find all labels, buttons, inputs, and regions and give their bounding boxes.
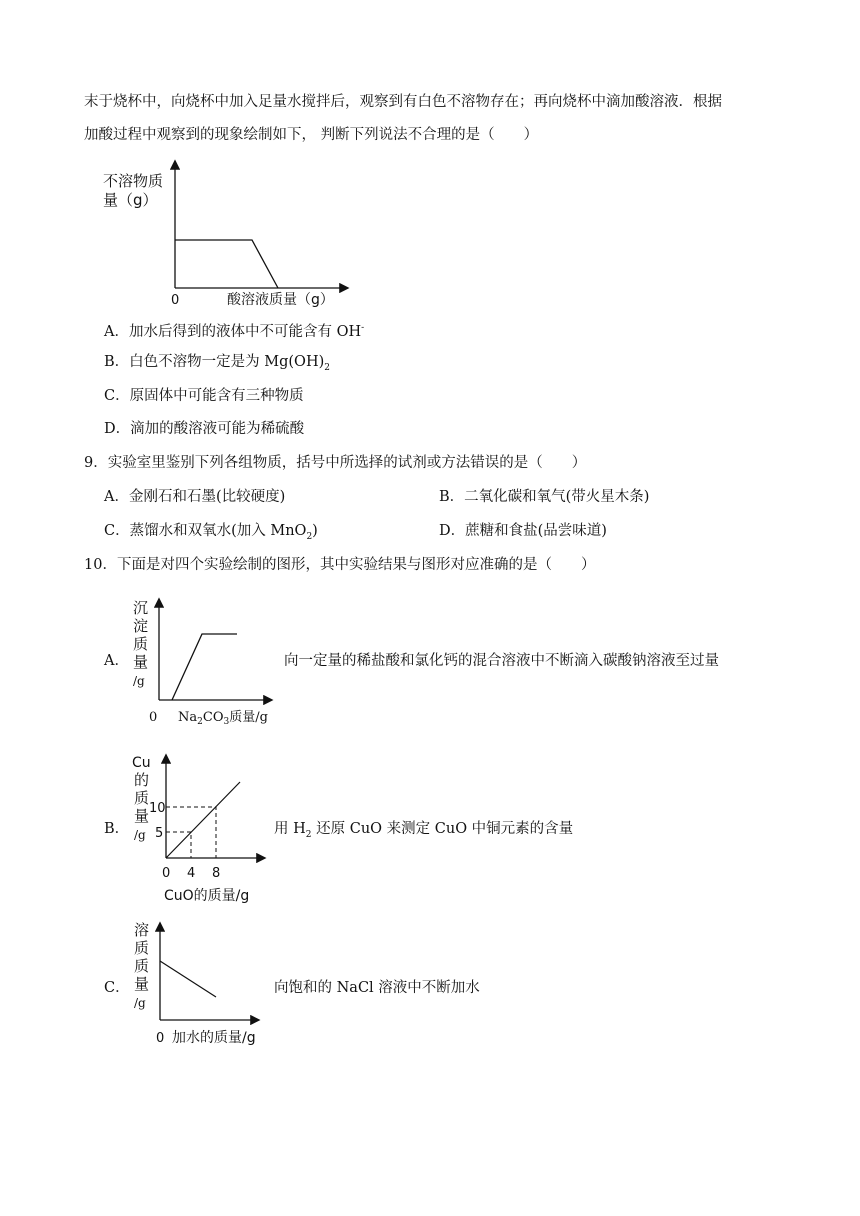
q10b-xtick-4: 4 xyxy=(187,866,196,881)
q10-option-a-desc: 向一定量的稀盐酸和氯化钙的混合溶液中不断滴入碳酸钠溶液至过量 xyxy=(284,653,719,669)
q10b-ylabel-4: 量 xyxy=(134,807,150,825)
q10b-desc-pre: 用 H xyxy=(274,821,306,837)
solute-mass-line xyxy=(160,961,216,997)
q8-option-a-text: 加水后得到的液体中不可能含有 OH xyxy=(128,323,362,340)
q8-option-c-text: 原固体中可能含有三种物质 xyxy=(129,388,304,404)
intro-line-1: 末于烧杯中，向烧杯中加入足量水搅拌后，观察到有白色不溶物存在；再向烧杯中滴加酸溶液．根据 xyxy=(84,94,722,110)
q10a-ylabel-2: 淀 xyxy=(133,617,149,635)
q10-stem: 10．下面是对四个实验绘制的图形，其中实验结果与图形对应准确的是（ ） xyxy=(84,557,596,573)
q10a-ylabel-3: 质 xyxy=(133,635,149,653)
q10b-ylabel-5: /g xyxy=(134,828,146,842)
graph1-ylabel-1: 不溶物质 xyxy=(103,172,164,190)
q10a-ylabel-5: /g xyxy=(133,674,145,688)
q9-option-c-sub: 2 xyxy=(306,531,313,542)
q8-option-d xyxy=(104,419,304,439)
q10c-ylabel-3: 质 xyxy=(134,957,150,975)
q10b-ylabel-1: Cu xyxy=(132,755,151,771)
q8-option-c xyxy=(104,386,304,406)
q10b-xtick-8: 8 xyxy=(212,866,221,881)
precipitate-curve xyxy=(172,634,237,700)
q8-option-b-sub: 2 xyxy=(324,362,330,373)
q10b-desc-post: 还原 CuO 来测定 CuO 中铜元素的含量 xyxy=(311,821,574,837)
q8-option-a xyxy=(104,318,364,342)
q10-option-c-desc: 向饱和的 NaCl 溶液中不断加水 xyxy=(274,980,480,996)
q8-option-b-letter: B． xyxy=(104,354,130,370)
q10b-ylabel-2: 的 xyxy=(134,771,150,789)
q10c-ylabel-4: 量 xyxy=(134,975,150,993)
q10-option-a-letter: A． xyxy=(104,653,129,669)
copper-mass-line xyxy=(166,782,240,858)
q10b-xtick-0: 0 xyxy=(162,866,171,881)
q10a-xlabel: $Na_2CO_3$质量/g xyxy=(178,710,268,727)
graph1-ylabel-2: 量（g） xyxy=(103,191,158,209)
q10-option-b-desc xyxy=(274,819,573,845)
graph1-xlabel: 酸溶液质量（g） xyxy=(227,292,334,308)
q8-option-d-letter: D． xyxy=(104,421,131,437)
q9-stem: 9．实验室里鉴别下列各组物质，括号中所选择的试剂或方法错误的是（ ） xyxy=(84,455,587,471)
q10a-ylabel-1: 沉 xyxy=(133,599,149,617)
q8-option-a-sup: - xyxy=(361,323,365,333)
q10c-xlabel: 加水的质量/g xyxy=(172,1030,256,1046)
q9-option-a: A．金刚石和石墨(比较硬度) xyxy=(104,489,286,505)
q10c-ylabel-1: 溶 xyxy=(134,921,150,939)
copper-mass-graph xyxy=(124,750,274,910)
q9-option-c-post: ) xyxy=(312,523,318,539)
q8-option-c-letter: C． xyxy=(104,388,130,404)
q8-option-b-text: 白色不溶物一定是为 Mg(OH) xyxy=(129,354,325,370)
q8-option-d-text: 滴加的酸溶液可能为稀硫酸 xyxy=(130,421,305,437)
precipitate-graph xyxy=(124,594,284,736)
q10b-xlabel: CuO的质量/g xyxy=(164,888,250,904)
q10a-origin: 0 xyxy=(149,710,158,725)
solute-mass-graph xyxy=(124,918,274,1050)
insoluble-mass-graph xyxy=(95,158,355,308)
q10c-ylabel-2: 质 xyxy=(134,939,150,957)
q9-option-c-pre: C．蒸馏水和双氧水(加入 MnO xyxy=(104,523,307,539)
q10-option-c-letter: C． xyxy=(104,980,130,996)
q10-option-b-letter: B． xyxy=(104,821,130,837)
q8-option-b xyxy=(104,352,330,378)
q8-option-a-letter: A． xyxy=(104,323,129,340)
q10b-desc-sub: 2 xyxy=(305,829,312,840)
q9-option-d: D．蔗糖和食盐(品尝味道) xyxy=(439,523,607,539)
insoluble-mass-curve xyxy=(175,240,278,288)
graph1-origin: 0 xyxy=(171,293,180,308)
q10b-ytick-5: 5 xyxy=(155,826,164,841)
q10c-origin: 0 xyxy=(156,1031,165,1046)
q10a-ylabel-4: 量 xyxy=(133,653,149,671)
q10b-ytick-10: 10 xyxy=(149,801,166,816)
q9-option-c xyxy=(104,521,318,547)
q10c-ylabel-5: /g xyxy=(134,996,146,1010)
q9-option-b: B．二氧化碳和氧气(带火星木条) xyxy=(439,489,650,505)
q10b-ylabel-3: 质 xyxy=(134,789,150,807)
intro-line-2: 加酸过程中观察到的现象绘制如下， 判断下列说法不合理的是（ ） xyxy=(84,127,539,143)
